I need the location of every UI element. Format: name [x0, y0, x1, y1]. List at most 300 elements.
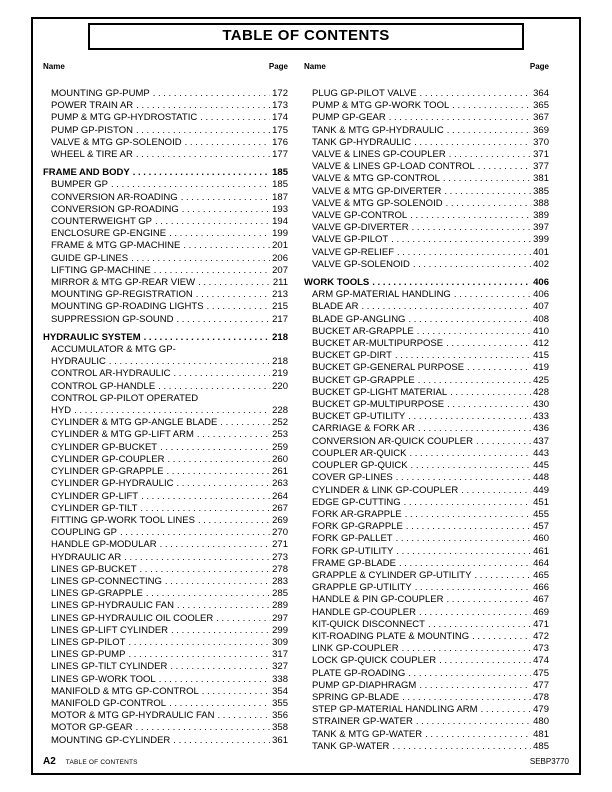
toc-entry-label: TANK GP-WATER [312, 740, 390, 752]
dot-leader [415, 582, 531, 594]
toc-entry-label: GUIDE GP-LINES [51, 252, 129, 264]
dot-leader [160, 539, 271, 551]
dot-leader [165, 576, 270, 588]
dot-leader [133, 167, 270, 179]
toc-entry-label: CYLINDER GP-GRAPPLE [51, 466, 164, 478]
dot-leader [169, 228, 270, 240]
dot-leader [183, 240, 270, 252]
toc-entry-row [43, 527, 288, 539]
toc-entry-label: CONVERSION AR-ROADING [51, 191, 178, 203]
dot-leader [361, 301, 531, 313]
toc-entry-label: FORK GP-UTILITY [312, 545, 394, 557]
dot-leader [418, 375, 531, 387]
toc-entry-page: 445 [533, 460, 549, 472]
toc-entry-label: LINES GP-LIFT CYLINDER [51, 624, 169, 636]
toc-entry-row [43, 722, 288, 734]
toc-entry-label: PLUG GP-PILOT VALVE [312, 88, 417, 99]
dot-leader [446, 338, 531, 350]
toc-entry-label: LINES GP-TILT CYLINDER [51, 661, 168, 673]
dot-leader [476, 436, 531, 448]
toc-entry-page: 177 [272, 149, 288, 161]
toc-entry-label: MOUNTING GP-PUMP [51, 88, 150, 99]
toc-entry-label: MOUNTING GP-ROADING LIGHTS [51, 301, 204, 313]
toc-entry-page: 358 [272, 722, 288, 734]
toc-entry-label: CONVERSION GP-ROADING [51, 203, 179, 215]
toc-entry-label: HANDLE GP-COUPLER [312, 606, 416, 618]
toc-entry-label: LOCK GP-QUICK COUPLER [312, 655, 437, 667]
toc-entry-row [304, 149, 549, 161]
toc-entry-page: 211 [272, 277, 288, 289]
toc-entry-page: 479 [533, 704, 549, 716]
toc-entry-row [304, 741, 549, 753]
toc-entry-label: PLATE GP-ROADING [312, 667, 406, 679]
toc-entry-row [43, 515, 288, 527]
dot-leader [216, 613, 270, 625]
toc-entry-page: 430 [533, 399, 549, 411]
dot-leader [169, 698, 270, 710]
toc-entry-label: FORK AR-GRAPPLE [312, 508, 402, 520]
dot-leader [396, 472, 531, 484]
dot-leader [109, 356, 270, 368]
page-footer [43, 756, 569, 767]
toc-entry-row [304, 448, 549, 460]
dot-leader [372, 277, 531, 289]
dot-leader [202, 686, 270, 698]
toc-entry-label: MANIFOLD GP-CONTROL [51, 697, 167, 709]
toc-entry-row [43, 454, 288, 466]
dot-leader [454, 289, 531, 301]
toc-entry-label: VALVE & MTG GP-DIVERTER [312, 185, 442, 197]
toc-entry-label: KIT-ROADING PLATE & MOUNTING [312, 630, 470, 642]
toc-entry-row [304, 619, 549, 631]
toc-entry-page: 207 [272, 264, 288, 276]
toc-entry-page: 364 [533, 88, 549, 99]
page-column-header: Page [268, 62, 288, 71]
toc-entry-page: 297 [272, 612, 288, 624]
toc-entry-row [43, 301, 288, 313]
dot-leader [472, 631, 531, 643]
toc-entry-page: 412 [533, 338, 549, 350]
dot-leader [411, 460, 532, 472]
toc-entry-row [304, 472, 549, 484]
toc-entry-page: 455 [533, 508, 549, 520]
toc-entry-row [304, 259, 549, 271]
toc-entry-row [304, 338, 549, 350]
toc-entry-row [304, 582, 549, 594]
toc-entry-page: 278 [272, 563, 288, 575]
toc-entry-page: 460 [533, 533, 549, 545]
toc-entry-row [304, 387, 549, 399]
toc-entry-row [304, 546, 549, 558]
toc-entry-label: STEP GP-MATERIAL HANDLING ARM [312, 704, 478, 716]
dot-leader [410, 210, 531, 222]
toc-entry-row [43, 661, 288, 673]
toc-entry-row [304, 460, 549, 472]
toc-entry-row [304, 521, 549, 533]
toc-column-left [43, 50, 288, 753]
toc-entry-row [43, 381, 288, 393]
toc-entry-page: 399 [533, 234, 549, 246]
dot-leader [392, 741, 531, 753]
toc-entry-page: 371 [533, 149, 549, 161]
toc-entry-row [304, 362, 549, 374]
toc-entry-label: CONTROL AR-HYDRAULIC [51, 368, 171, 380]
page-title: TABLE OF CONTENTS [222, 27, 390, 44]
toc-entry-row [43, 88, 288, 100]
toc-section-row [43, 332, 288, 344]
toc-entry-label: VALVE GP-CONTROL [312, 210, 408, 222]
column-header-right [304, 62, 549, 71]
toc-entry-page: 433 [533, 411, 549, 423]
dot-leader [136, 149, 270, 161]
toc-entry-row [43, 674, 288, 686]
toc-entry-label: MOUNTING GP-CYLINDER [51, 734, 171, 746]
toc-entry-row [43, 368, 288, 380]
toc-entry-row [304, 716, 549, 728]
toc-entry-row [304, 643, 549, 655]
toc-entry-row [304, 423, 549, 435]
toc-entry-page: 469 [533, 606, 549, 618]
dot-leader [419, 680, 531, 692]
dot-leader [446, 198, 532, 210]
toc-entry-page: 471 [533, 618, 549, 630]
toc-entry-row [43, 478, 288, 490]
toc-entry-label: CYLINDER GP-TILT [51, 502, 138, 514]
dot-leader [207, 301, 271, 313]
toc-entry-page: 194 [272, 216, 288, 228]
toc-entry-label: ARM GP-MATERIAL HANDLING [312, 289, 451, 301]
dot-leader [428, 619, 531, 631]
dot-leader [176, 314, 270, 326]
dot-leader [155, 216, 270, 228]
dot-leader [481, 704, 532, 716]
dot-leader [158, 381, 270, 393]
toc-entry-row [304, 234, 549, 246]
dot-leader [443, 173, 531, 185]
toc-entry-row [43, 600, 288, 612]
toc-entry-row [304, 570, 549, 582]
toc-entry-label: STRAINER GP-WATER [312, 716, 413, 728]
toc-entry-label: CYLINDER GP-LIFT [51, 490, 139, 502]
toc-entry-page: 365 [533, 100, 549, 112]
toc-entry-label: ACCUMULATOR & MTG GP- [51, 344, 176, 356]
dot-leader [170, 661, 270, 673]
toc-entry-page: 485 [533, 740, 549, 752]
toc-entry-page: 201 [272, 240, 288, 252]
toc-entry-row [43, 393, 288, 405]
dot-leader [197, 429, 270, 441]
dot-leader [128, 637, 270, 649]
toc-entry-label: COUPLER AR-QUICK [312, 447, 407, 459]
toc-entry-row [43, 539, 288, 551]
toc-entry-page: 285 [272, 588, 288, 600]
toc-entry-row [304, 314, 549, 326]
toc-entry-page: 185 [272, 179, 288, 191]
toc-section-row [43, 167, 288, 179]
toc-entry-row [43, 289, 288, 301]
toc-entry-page: 206 [272, 252, 288, 264]
toc-entry-label: MANIFOLD & MTG GP-CONTROL [51, 685, 199, 697]
toc-entry-label: MOTOR & MTG GP-HYDRAULIC FAN [51, 710, 215, 722]
toc-entry-label: BLADE AR [312, 301, 359, 313]
toc-entry-row [43, 125, 288, 137]
toc-entry-label: COUNTERWEIGHT GP [51, 216, 152, 228]
toc-entry-page: 408 [533, 313, 549, 325]
toc-entry-page: 317 [272, 649, 288, 661]
toc-entry-page: 419 [533, 362, 549, 374]
toc-entry-label: CYLINDER GP-HYDRAULIC [51, 478, 174, 490]
toc-entry-page: 475 [533, 667, 549, 679]
toc-entry-page: 267 [272, 502, 288, 514]
dot-leader [395, 350, 531, 362]
toc-entry-row [304, 436, 549, 448]
toc-entry-row [304, 692, 549, 704]
toc-entry-label: CYLINDER GP-BUCKET [51, 441, 158, 453]
toc-entry-row [43, 564, 288, 576]
toc-entry-label: CYLINDER GP-COUPLER [51, 453, 165, 465]
dot-leader [200, 112, 270, 124]
toc-entry-page: 309 [272, 636, 288, 648]
toc-entry-row [304, 729, 549, 741]
toc-entry-label: FORK GP-GRAPPLE [312, 521, 403, 533]
toc-entry-row [304, 375, 549, 387]
toc-entry-row [43, 149, 288, 161]
toc-entry-label: LINES GP-WORK TOOL [51, 673, 156, 685]
toc-entry-page: 261 [272, 466, 288, 478]
dot-leader [159, 674, 270, 686]
toc-entry-label: VALVE GP-DIVERTER [312, 222, 409, 234]
dot-leader [439, 655, 531, 667]
toc-entry-row [304, 198, 549, 210]
toc-entry-page: 356 [272, 710, 288, 722]
toc-entry-label: BUCKET AR-GRAPPLE [312, 325, 414, 337]
dot-leader [467, 362, 531, 374]
toc-entry-label: PUMP & MTG GP-HYDROSTATIC [51, 112, 198, 124]
dot-leader [166, 466, 270, 478]
toc-entry-row [304, 173, 549, 185]
toc-entry-label: HYDRAULIC SYSTEM [43, 331, 141, 343]
toc-entry-row [304, 485, 549, 497]
toc-entry-label: CONTROL GP-PILOT OPERATED [51, 392, 199, 404]
page-title-box [88, 23, 524, 50]
page-border-frame [31, 17, 581, 775]
toc-entry-label: COUPLER GP-QUICK [312, 460, 408, 472]
footer-page-label: A2 [43, 756, 56, 767]
toc-entry-page: 401 [533, 246, 549, 258]
toc-entry-page: 228 [272, 405, 288, 417]
dot-leader [414, 137, 531, 149]
toc-entry-label: KIT-QUICK DISCONNECT [312, 618, 425, 630]
toc-entry-page: 253 [272, 429, 288, 441]
toc-entry-row [304, 125, 549, 137]
column-header-left [43, 62, 288, 71]
toc-entry-row [304, 668, 549, 680]
toc-entry-row [304, 222, 549, 234]
toc-column-right [304, 50, 549, 753]
dot-leader [447, 125, 531, 137]
dot-leader [412, 222, 532, 234]
toc-entry-page: 381 [533, 173, 549, 185]
toc-entry-label: CONVERSION AR-QUICK COUPLER [312, 435, 473, 447]
toc-entry-row [304, 655, 549, 667]
toc-entry-label: CYLINDER & MTG GP-ANGLE BLADE [51, 417, 218, 429]
dot-leader [185, 137, 271, 149]
toc-entry-label: TANK & MTG GP-WATER [312, 728, 423, 740]
toc-entry-label: BUCKET GP-GRAPPLE [312, 374, 415, 386]
toc-entry-label: LINES GP-CONNECTING [51, 575, 162, 587]
toc-entry-page: 415 [533, 350, 549, 362]
toc-entry-row [304, 594, 549, 606]
toc-entry-label: BUMPER GP [51, 179, 109, 191]
toc-entry-label: LINES GP-HYDRAULIC FAN [51, 600, 174, 612]
toc-entry-label: VALVE GP-SOLENOID [312, 258, 410, 270]
toc-entry-row [304, 247, 549, 259]
toc-entry-page: 406 [533, 277, 549, 289]
toc-entry-label: CONTROL GP-HANDLE [51, 380, 156, 392]
dot-leader [160, 442, 270, 454]
dot-leader [408, 411, 531, 423]
toc-entry-label: MOUNTING GP-REGISTRATION [51, 289, 193, 301]
toc-entry-page: 385 [533, 185, 549, 197]
toc-entry-page: 443 [533, 447, 549, 459]
toc-entry-page: 252 [272, 417, 288, 429]
footer-section-title: TABLE OF CONTENTS [65, 759, 138, 766]
toc-entry-label: PUMP GP-DIAPHRAGM [312, 679, 417, 691]
toc-entry-row [43, 417, 288, 429]
toc-entry-page: 299 [272, 624, 288, 636]
toc-entry-row [43, 429, 288, 441]
toc-entry-label: GRAPPLE & CYLINDER GP-UTILITY [312, 569, 472, 581]
toc-entry-label: VALVE & LINES GP-LOAD CONTROL [312, 161, 475, 173]
dot-leader [396, 533, 532, 545]
dot-leader [416, 716, 531, 728]
toc-entry-label: PUMP GP-GEAR [312, 112, 386, 124]
toc-entries-right [304, 88, 549, 753]
toc-entry-page: 448 [533, 472, 549, 484]
toc-entry-page: 477 [533, 679, 549, 691]
toc-entry-page: 354 [272, 685, 288, 697]
toc-entry-row [304, 301, 549, 313]
toc-entry-label: BUCKET GP-DIRT [312, 350, 392, 362]
toc-entry-page: 289 [272, 600, 288, 612]
toc-entry-page: 464 [533, 557, 549, 569]
dot-leader [449, 149, 531, 161]
toc-entry-row [43, 253, 288, 265]
toc-entry-label: CYLINDER & MTG GP-LIFT ARM [51, 429, 194, 441]
toc-entry-page: 174 [272, 112, 288, 124]
toc-entry-page: 407 [533, 301, 549, 313]
dot-leader [452, 100, 531, 112]
toc-entry-label: ENCLOSURE GP-ENGINE [51, 228, 167, 240]
dot-leader [399, 558, 531, 570]
toc-entry-row [304, 161, 549, 173]
toc-entry-label: FRAME GP-BLADE [312, 557, 396, 569]
page-column-header: Page [529, 62, 549, 71]
toc-entry-page: 465 [533, 569, 549, 581]
dot-leader [154, 265, 270, 277]
toc-entry-page: 436 [533, 423, 549, 435]
toc-entry-label: FITTING GP-WORK TOOL LINES [51, 514, 195, 526]
toc-entry-page: 327 [272, 661, 288, 673]
toc-entry-page: 474 [533, 655, 549, 667]
toc-entry-row [43, 442, 288, 454]
toc-entry-row [304, 100, 549, 112]
toc-entry-row [43, 686, 288, 698]
toc-entry-label: EDGE GP-CUTTING [312, 496, 401, 508]
toc-entry-page: 406 [533, 289, 549, 301]
toc-entry-page: 259 [272, 441, 288, 453]
toc-entry-row [43, 649, 288, 661]
dot-leader [141, 491, 270, 503]
toc-entry-label: HYDRAULIC [51, 356, 106, 368]
toc-entry-label: LINES GP-GRAPPLE [51, 588, 143, 600]
dot-leader [120, 527, 270, 539]
toc-entry-row [304, 704, 549, 716]
dot-leader [396, 546, 531, 558]
toc-entry-page: 271 [272, 539, 288, 551]
toc-entry-label: HYDRAULIC AR [51, 551, 122, 563]
toc-entry-row [43, 240, 288, 252]
toc-entry-page: 264 [272, 490, 288, 502]
dot-leader [446, 594, 531, 606]
toc-entry-page: 481 [533, 728, 549, 740]
toc-entry-row [43, 503, 288, 515]
toc-section-row [304, 277, 549, 289]
toc-entry-row [43, 228, 288, 240]
dot-leader [408, 668, 531, 680]
toc-entry-page: 218 [272, 331, 288, 343]
toc-entry-page: 467 [533, 594, 549, 606]
toc-entry-row [43, 466, 288, 478]
toc-entry-page: 397 [533, 222, 549, 234]
dot-leader [74, 405, 270, 417]
dot-leader [402, 643, 532, 655]
toc-entry-row [43, 710, 288, 722]
dot-leader [173, 735, 270, 747]
toc-entry-row [304, 631, 549, 643]
toc-entry-label: WORK TOOLS [304, 277, 370, 289]
dot-leader [146, 588, 270, 600]
toc-entry-label: CYLINDER & LINK GP-COUPLER [312, 484, 459, 496]
toc-entry-label: VALVE & MTG GP-CONTROL [312, 173, 440, 185]
dot-leader [220, 417, 270, 429]
dot-leader [173, 368, 270, 380]
toc-entries-left [43, 88, 288, 747]
toc-entry-page: 480 [533, 716, 549, 728]
toc-entry-row [304, 112, 549, 124]
toc-entry-row [304, 88, 549, 100]
toc-entry-row [43, 137, 288, 149]
toc-entry-page: 270 [272, 527, 288, 539]
toc-entry-row [304, 497, 549, 509]
toc-entry-page: 218 [272, 356, 288, 368]
toc-entry-page: 466 [533, 582, 549, 594]
toc-entry-label: BUCKET GP-LIGHT MATERIAL [312, 386, 448, 398]
dot-leader [391, 234, 531, 246]
dot-leader [397, 247, 531, 259]
dot-leader [444, 186, 531, 198]
dot-leader [406, 521, 531, 533]
toc-entry-label: MIRROR & MTG GP-REAR VIEW [51, 277, 196, 289]
toc-entry-label: SPRING GP-BLADE [312, 691, 400, 703]
toc-entry-label: VALVE & LINES GP-COUPLER [312, 149, 446, 161]
toc-entry-label: HANDLE & PIN GP-COUPLER [312, 594, 444, 606]
toc-entry-row [43, 356, 288, 368]
toc-entry-page: 355 [272, 697, 288, 709]
toc-entry-page: 199 [272, 228, 288, 240]
toc-entry-label: PUMP GP-PISTON [51, 124, 133, 136]
toc-entry-page: 369 [533, 124, 549, 136]
